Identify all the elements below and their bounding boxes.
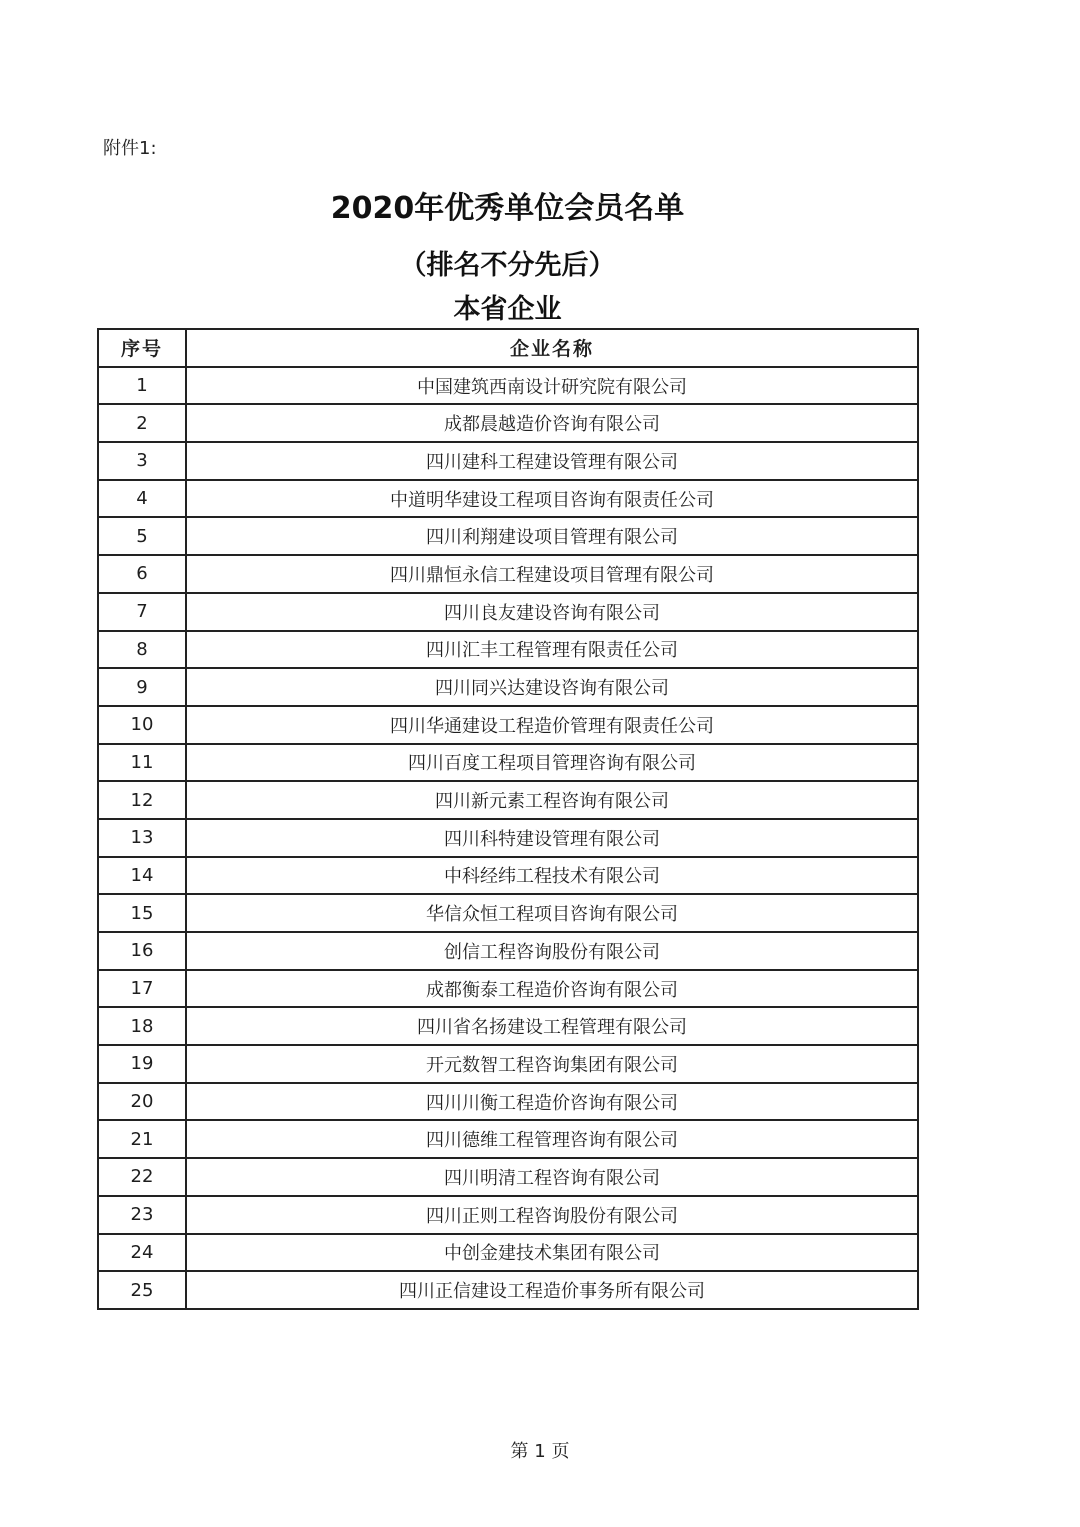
row-company-name: 四川同兴达建设咨询有限公司 — [186, 668, 918, 706]
table-body — [98, 367, 918, 1309]
row-serial: 19 — [98, 1045, 186, 1083]
table-row — [98, 367, 918, 405]
header-serial: 序号 — [98, 329, 186, 367]
row-serial: 11 — [98, 744, 186, 782]
table-row — [98, 744, 918, 782]
table-row — [98, 668, 918, 706]
row-company-name: 四川华通建设工程造价管理有限责任公司 — [186, 706, 918, 744]
table-row — [98, 1045, 918, 1083]
row-serial: 25 — [98, 1271, 186, 1309]
row-serial: 15 — [98, 894, 186, 932]
row-serial: 6 — [98, 555, 186, 593]
row-serial: 24 — [98, 1234, 186, 1272]
row-company-name: 四川正则工程咨询股份有限公司 — [186, 1196, 918, 1234]
table-row — [98, 932, 918, 970]
table-row — [98, 1158, 918, 1196]
row-serial: 13 — [98, 819, 186, 857]
page-title: 2020年优秀单位会员名单 — [330, 191, 685, 226]
table-row — [98, 781, 918, 819]
table-row — [98, 631, 918, 669]
row-company-name: 华信众恒工程项目咨询有限公司 — [186, 894, 918, 932]
row-serial: 21 — [98, 1120, 186, 1158]
row-serial: 1 — [98, 367, 186, 405]
header-company-name: 企业名称 — [186, 329, 918, 367]
row-company-name: 四川鼎恒永信工程建设项目管理有限公司 — [186, 555, 918, 593]
row-company-name: 开元数智工程咨询集团有限公司 — [186, 1045, 918, 1083]
company-table — [97, 328, 919, 1310]
row-company-name: 四川汇丰工程管理有限责任公司 — [186, 631, 918, 669]
table-row — [98, 480, 918, 518]
row-company-name: 四川百度工程项目管理咨询有限公司 — [186, 744, 918, 782]
row-company-name: 四川德维工程管理咨询有限公司 — [186, 1120, 918, 1158]
page-subtitle: （排名不分先后） — [399, 250, 616, 281]
row-serial: 9 — [98, 668, 186, 706]
row-company-name: 四川科特建设管理有限公司 — [186, 819, 918, 857]
table-row — [98, 1196, 918, 1234]
page-number: 第 1 页 — [510, 1441, 570, 1462]
row-company-name: 四川省名扬建设工程管理有限公司 — [186, 1007, 918, 1045]
section-title: 本省企业 — [453, 294, 562, 325]
row-serial: 10 — [98, 706, 186, 744]
row-company-name: 四川明清工程咨询有限公司 — [186, 1158, 918, 1196]
table-row — [98, 1271, 918, 1309]
row-serial: 17 — [98, 970, 186, 1008]
table-row — [98, 1120, 918, 1158]
row-company-name: 中科经纬工程技术有限公司 — [186, 857, 918, 895]
table-row — [98, 555, 918, 593]
table-row — [98, 404, 918, 442]
row-company-name: 中国建筑西南设计研究院有限公司 — [186, 367, 918, 405]
table-row — [98, 970, 918, 1008]
row-serial: 16 — [98, 932, 186, 970]
row-company-name: 四川良友建设咨询有限公司 — [186, 593, 918, 631]
table-row — [98, 1234, 918, 1272]
table-row — [98, 593, 918, 631]
row-company-name: 中道明华建设工程项目咨询有限责任公司 — [186, 480, 918, 518]
attachment-label: 附件1: — [103, 138, 157, 159]
row-serial: 2 — [98, 404, 186, 442]
row-serial: 20 — [98, 1083, 186, 1121]
row-company-name: 成都晨越造价咨询有限公司 — [186, 404, 918, 442]
row-serial: 22 — [98, 1158, 186, 1196]
row-company-name: 四川利翔建设项目管理有限公司 — [186, 517, 918, 555]
row-serial: 3 — [98, 442, 186, 480]
table-row — [98, 857, 918, 895]
row-serial: 14 — [98, 857, 186, 895]
row-company-name: 四川新元素工程咨询有限公司 — [186, 781, 918, 819]
table-row — [98, 706, 918, 744]
row-company-name: 创信工程咨询股份有限公司 — [186, 932, 918, 970]
table-row — [98, 894, 918, 932]
row-serial: 5 — [98, 517, 186, 555]
table-row — [98, 1083, 918, 1121]
row-serial: 8 — [98, 631, 186, 669]
row-serial: 12 — [98, 781, 186, 819]
row-company-name: 成都衡泰工程造价咨询有限公司 — [186, 970, 918, 1008]
row-company-name: 四川川衡工程造价咨询有限公司 — [186, 1083, 918, 1121]
row-serial: 7 — [98, 593, 186, 631]
table-row — [98, 819, 918, 857]
row-serial: 18 — [98, 1007, 186, 1045]
table-row — [98, 517, 918, 555]
table-row — [98, 442, 918, 480]
row-serial: 4 — [98, 480, 186, 518]
table-header-row — [98, 329, 918, 367]
row-company-name: 中创金建技术集团有限公司 — [186, 1234, 918, 1272]
row-company-name: 四川正信建设工程造价事务所有限公司 — [186, 1271, 918, 1309]
row-company-name: 四川建科工程建设管理有限公司 — [186, 442, 918, 480]
table-row — [98, 1007, 918, 1045]
row-serial: 23 — [98, 1196, 186, 1234]
